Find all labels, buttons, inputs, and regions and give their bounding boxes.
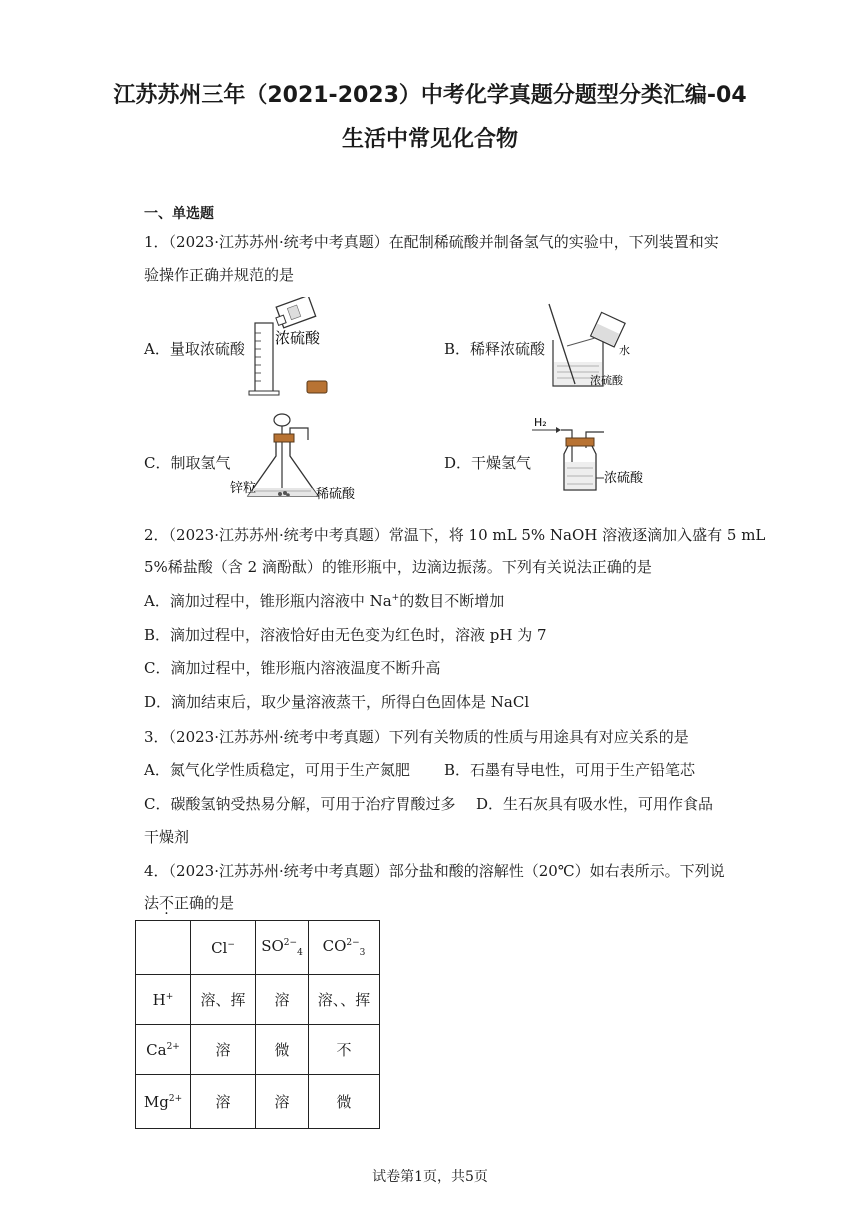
page-footer: 试卷第1页，共5页 xyxy=(372,1169,488,1185)
table-cell: 不 xyxy=(309,1025,380,1075)
table-cell: 微 xyxy=(309,1075,380,1129)
header-so4: $SO^{2-}_4$ xyxy=(256,921,309,975)
q1-figure-c xyxy=(228,410,368,505)
q1c-zinc-label: 锌粒 xyxy=(230,481,257,496)
row-ion-ca: $Ca^{2+}$ xyxy=(136,1025,191,1075)
q1-option-b: B．稀释浓硫酸 xyxy=(444,340,546,358)
table-row xyxy=(136,1025,380,1075)
q3-option-d-cont: 干燥剂 xyxy=(144,828,190,846)
row-ion-h: H+ xyxy=(136,975,191,1025)
q2-stem-line2: 5%稀盐酸（含 2 滴酚酞）的锥形瓶中，边滴边振荡。下列有关说法正确的是 xyxy=(144,558,652,576)
q1-figure-a xyxy=(245,297,365,397)
q1a-acid-label: 浓硫酸 xyxy=(275,329,321,347)
row-ion-mg: $Mg^{2+}$ xyxy=(136,1075,191,1129)
q1-option-c: C．制取氢气 xyxy=(144,454,231,472)
table-cell: 微 xyxy=(256,1025,309,1075)
q3-option-a: A．氮气化学性质稳定，可用于生产氮肥 xyxy=(144,761,410,779)
header-co3: $CO^{2-}_3$ xyxy=(309,921,380,975)
q1-figure-d xyxy=(528,414,658,494)
table-cell: 溶、、挥 xyxy=(309,975,380,1025)
q2-stem-line1: 2．（2023·江苏苏州·统考中考真题）常温下，将 10 mL 5% NaOH 溶液逐滴加入盛有 5 mL xyxy=(144,526,766,544)
q3-option-b: B．石墨有导电性，可用于生产铅笔芯 xyxy=(444,761,696,779)
q2-option-b: B．滴加过程中，溶液恰好由无色变为红色时，溶液 pH 为 7 xyxy=(144,626,547,644)
document-title-line1: 江苏苏州三年（2021-2023）中考化学真题分题型分类汇编-04 xyxy=(113,83,747,108)
section-heading: 一、单选题 xyxy=(144,206,214,222)
table-cell: 溶、挥 xyxy=(191,975,256,1025)
table-header-row xyxy=(136,921,380,975)
q3-stem: 3．（2023·江苏苏州·统考中考真题）下列有关物质的性质与用途具有对应关系的是 xyxy=(144,728,689,746)
q1-stem-line2: 验操作正确并规范的是 xyxy=(144,266,295,284)
solubility-table xyxy=(135,920,380,1129)
q1-option-d: D．干燥氢气 xyxy=(444,454,532,472)
header-cl: Cl− xyxy=(191,921,256,975)
q3-option-c: C．碳酸氢钠受热易分解，可用于治疗胃酸过多 xyxy=(144,795,456,813)
q2-option-a: A．滴加过程中，锥形瓶内溶液中 Na+的数目不断增加 xyxy=(144,592,505,610)
table-row xyxy=(136,1075,380,1129)
q3-option-d: D．生石灰具有吸水性，可用作食品 xyxy=(476,795,714,813)
table-cell: 溶 xyxy=(191,1025,256,1075)
table-row xyxy=(136,975,380,1025)
table-cell: 溶 xyxy=(256,1075,309,1129)
table-corner-cell xyxy=(136,921,191,975)
q1-stem-line1: 1．（2023·江苏苏州·统考中考真题）在配制稀硫酸并制备氢气的实验中，下列装置和实 xyxy=(144,233,719,251)
q1b-acid-label: 浓硫酸 xyxy=(590,374,623,387)
q4-stem-line2: 法不正确的是 xyxy=(144,894,235,912)
q1c-acid-label: 稀硫酸 xyxy=(316,487,356,502)
table-cell: 溶 xyxy=(191,1075,256,1129)
document-title-line2: 生活中常见化合物 xyxy=(341,127,518,152)
q2-option-d: D．滴加结束后，取少量溶液蒸干，所得白色固体是 NaCl xyxy=(144,693,530,711)
table-cell: 溶 xyxy=(256,975,309,1025)
q1-figure-b xyxy=(545,300,645,392)
q4-stem-line1: 4．（2023·江苏苏州·统考中考真题）部分盐和酸的溶解性（20℃）如右表所示。下列说 xyxy=(144,862,725,880)
q1d-acid-label: 浓硫酸 xyxy=(604,471,644,486)
q1d-h2-label: H₂ xyxy=(534,416,547,429)
q2-option-c: C．滴加过程中，锥形瓶内溶液温度不断升高 xyxy=(144,659,441,677)
q1-option-a: A．量取浓硫酸 xyxy=(144,340,245,358)
q1b-water-label: 水 xyxy=(619,344,630,357)
